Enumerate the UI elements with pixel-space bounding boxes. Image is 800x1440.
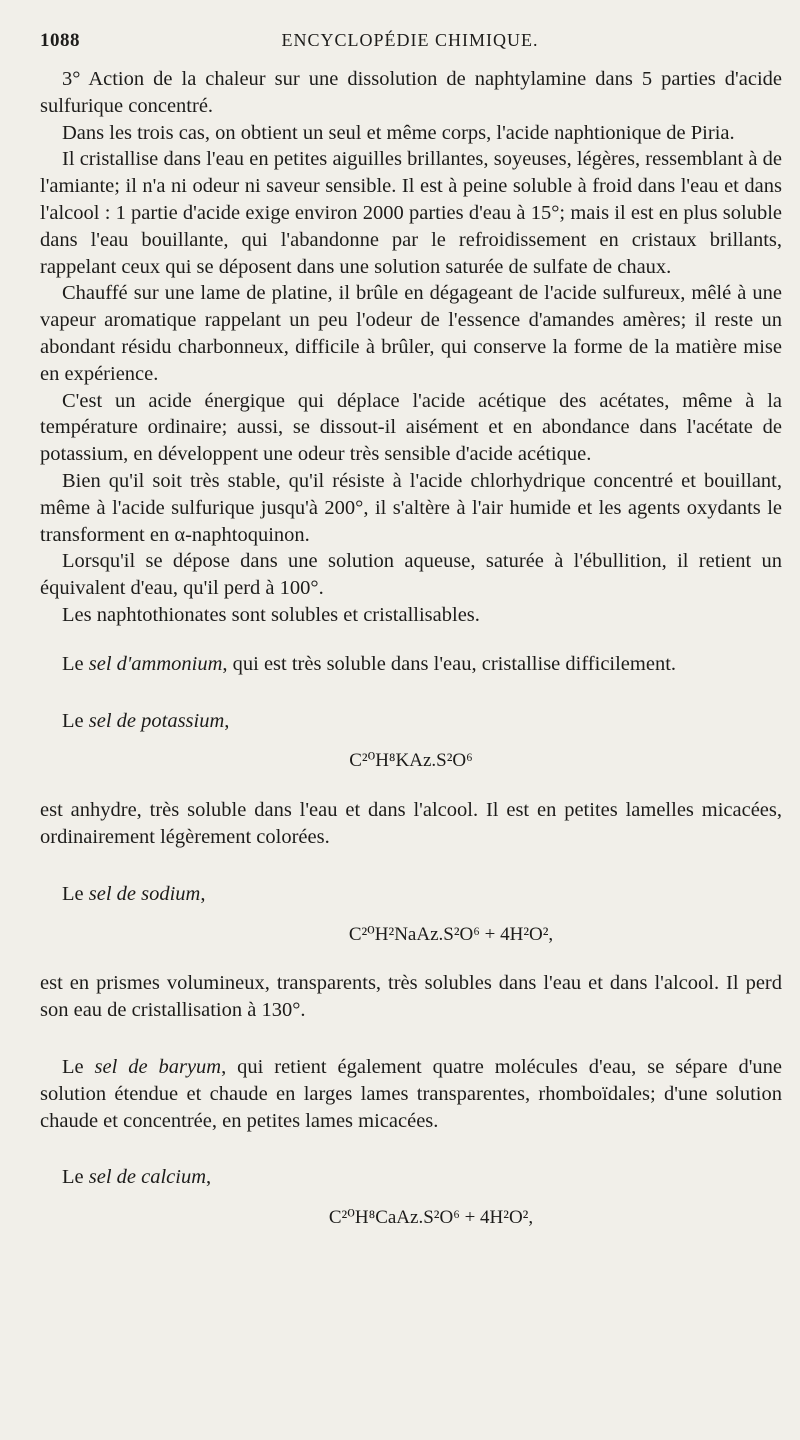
paragraph-heating: Chauffé sur une lame de platine, il brûle en dégageant de l'acide sulfureux, mêlé à une vapeur aromatique rappelant un peu l'odeur de l'essence d'amandes amères; il reste un abondant résidu charbonneux, difficile à brûler, qui conserve la forme de la matière mise en expérience. — [40, 282, 782, 385]
potassium-salt-formula: C²⁰H⁸KAz.S²O⁶ — [349, 750, 473, 772]
ammonium-salt-text: , qui est très soluble dans l'eau, cristallise difficilement. — [222, 652, 677, 675]
sodium-comma: , — [200, 882, 206, 905]
paragraph-acidity: C'est un acide énergique qui déplace l'acide acétique des acétates, même à la température ordinaire; aussi, se dissout-il aisément et en abondance dans l'acétate de potassium, en développent une odeur très sensible d'acide acétique. — [40, 389, 782, 466]
calcium-salt-intro — [40, 1164, 782, 1191]
potassium-salt-description: est anhydre, très soluble dans l'eau et dans l'alcool. Il est en petites lamelles micacées, ordinairement légèrement colorées. — [40, 799, 782, 848]
page-number: 1088 — [40, 30, 80, 51]
baryum-salt-paragraph — [40, 1054, 782, 1134]
baryum-salt-text: , qui retient également quatre molécules d'eau, se sépare d'une solution étendue et chaude en larges lames transparentes, rhomboïdales; d'une solution chaude et concentrée, en petites lames micacées. — [40, 1055, 782, 1132]
page-header — [40, 30, 780, 56]
paragraph-crystallization: Il cristallise dans l'eau en petites aiguilles brillantes, soyeuses, légères, ressemblant à de l'amiante; il n'a ni odeur ni saveur sensible. Il est à peine soluble à froid dans l'eau et dans l'alcool : 1 partie d'acide exige environ 2000 parties d'eau à 15°; mais il est en plus soluble dans l'eau bouillante, qui l'abandonne par le refroidissement en cristaux brillants, rappelant ceux qui se déposent dans une solution saturée de sulfate de chaux. — [40, 148, 782, 278]
paragraph-result: Dans les trois cas, on obtient un seul et même corps, l'acide naphtionique de Piria. — [62, 121, 735, 144]
sodium-salt-formula: C²⁰H²NaAz.S²O⁶ + 4H²O², — [348, 923, 554, 945]
calcium-salt-name: sel de calcium — [88, 1166, 207, 1189]
potassium-salt-name: sel de potassium — [88, 709, 225, 732]
paragraph-method-3: 3° Action de la chaleur sur une dissolution de naphtylamine dans 5 parties d'acide sulfurique concentré. — [40, 68, 782, 117]
paragraph-stability: Bien qu'il soit très stable, qu'il résiste à l'acide chlorhydrique concentré et bouillant, même à l'acide sulfurique jusqu'à 200°, il s'altère à l'air humide et les agents oxydants le transforment en α-naphtoquinon. — [40, 469, 782, 546]
baryum-salt-name: sel de baryum — [94, 1055, 222, 1078]
calcium-salt-formula: C²⁰H⁸CaAz.S²O⁶ + 4H²O², — [328, 1207, 534, 1229]
sodium-salt-name: sel de sodium — [88, 882, 201, 905]
potassium-salt-intro — [40, 708, 782, 735]
ammonium-salt-paragraph — [40, 651, 782, 678]
calcium-comma: , — [206, 1166, 212, 1189]
sodium-salt-description: est en prismes volumineux, transparents, très solubles dans l'eau et dans l'alcool. Il perd son eau de cristallisation à 130°. — [40, 972, 782, 1022]
sodium-lead: Le — [62, 882, 89, 905]
potassium-lead: Le — [62, 709, 89, 732]
paragraph-hydration: Lorsqu'il se dépose dans une solution aqueuse, saturée à l'ébullition, il retient un équivalent d'eau, qu'il perd à 100°. — [40, 550, 782, 600]
ammonium-salt-name: sel d'ammonium — [88, 652, 223, 675]
body-text — [40, 66, 782, 1232]
ammonium-lead: Le — [62, 652, 89, 675]
paragraph-salts-intro: Les naphtothionates sont solubles et cristallisables. — [62, 603, 480, 626]
running-title: ENCYCLOPÉDIE CHIMIQUE. — [281, 30, 539, 50]
potassium-comma: , — [224, 709, 230, 732]
sodium-salt-intro — [40, 881, 782, 908]
baryum-lead: Le — [62, 1055, 95, 1078]
calcium-lead: Le — [62, 1166, 89, 1189]
